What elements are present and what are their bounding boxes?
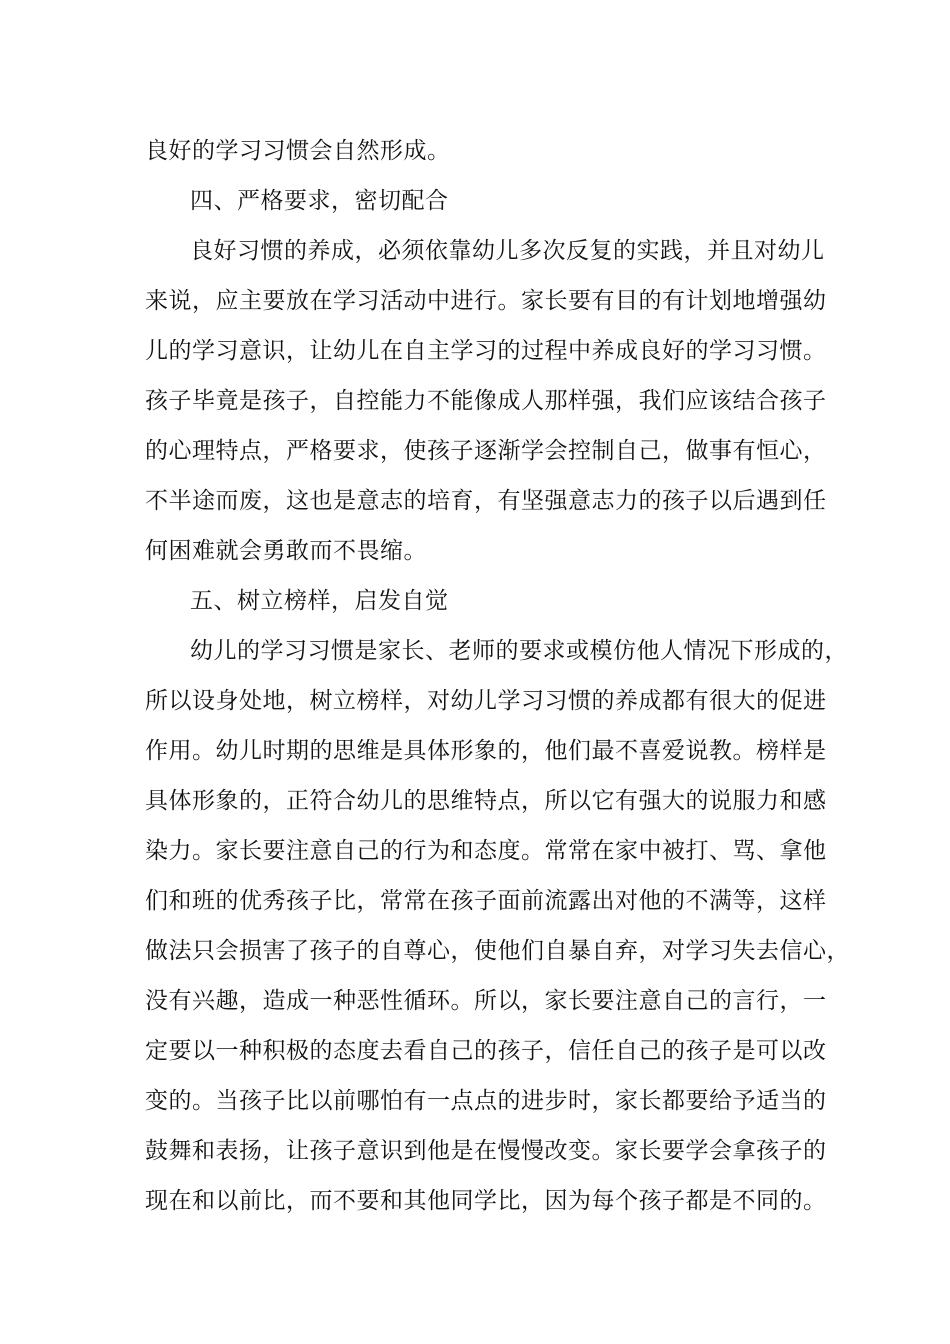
paragraph-line: 何困难就会勇敢而不畏缩。 xyxy=(145,538,427,564)
paragraph-line: 所以设身处地，树立榜样，对幼儿学习习惯的养成都有很大的促进 xyxy=(145,688,827,714)
paragraph-line: 不半途而废，这也是意志的培育，有坚强意志力的孩子以后遇到任 xyxy=(145,488,827,514)
paragraph-line: 鼓舞和表扬，让孩子意识到他是在慢慢改变。家长要学会拿孩子的 xyxy=(145,1138,827,1164)
paragraph-line: 染力。家长要注意自己的行为和态度。常常在家中被打、骂、拿他 xyxy=(145,838,827,864)
paragraph-line: 的心理特点，严格要求，使孩子逐渐学会控制自己，做事有恒心， xyxy=(145,438,827,464)
paragraph-line: 现在和以前比，而不要和其他同学比，因为每个孩子都是不同的。 xyxy=(145,1188,827,1214)
paragraph-line: 儿的学习意识，让幼儿在自主学习的过程中养成良好的学习习惯。 xyxy=(145,338,827,364)
paragraph-line: 没有兴趣，造成一种恶性循环。所以，家长要注意自己的言行，一 xyxy=(145,988,827,1014)
paragraph-line: 们和班的优秀孩子比，常常在孩子面前流露出对他的不满等，这样 xyxy=(145,888,827,914)
paragraph-line: 具体形象的，正符合幼儿的思维特点，所以它有强大的说服力和感 xyxy=(145,788,827,814)
paragraph-line: 做法只会损害了孩子的自尊心，使他们自暴自弃，对学习失去信心， xyxy=(145,938,850,964)
paragraph-line: 孩子毕竟是孩子，自控能力不能像成人那样强，我们应该结合孩子 xyxy=(145,388,827,414)
paragraph-line: 幼儿的学习习惯是家长、老师的要求或模仿他人情况下形成的， xyxy=(190,638,848,664)
paragraph-line: 定要以一种积极的态度去看自己的孩子，信任自己的孩子是可以改 xyxy=(145,1038,827,1064)
section-heading-5: 五、树立榜样，启发自觉 xyxy=(190,588,449,614)
section-heading-4: 四、严格要求，密切配合 xyxy=(190,188,449,214)
paragraph-line: 变的。当孩子比以前哪怕有一点点的进步时，家长都要给予适当的 xyxy=(145,1088,827,1114)
paragraph-line: 作用。幼儿时期的思维是具体形象的，他们最不喜爱说教。榜样是 xyxy=(145,738,827,764)
paragraph-line: 来说，应主要放在学习活动中进行。家长要有目的有计划地增强幼 xyxy=(145,288,827,314)
paragraph-line: 良好的学习习惯会自然形成。 xyxy=(145,138,451,164)
paragraph-line: 良好习惯的养成，必须依靠幼儿多次反复的实践，并且对幼儿 xyxy=(190,238,825,264)
